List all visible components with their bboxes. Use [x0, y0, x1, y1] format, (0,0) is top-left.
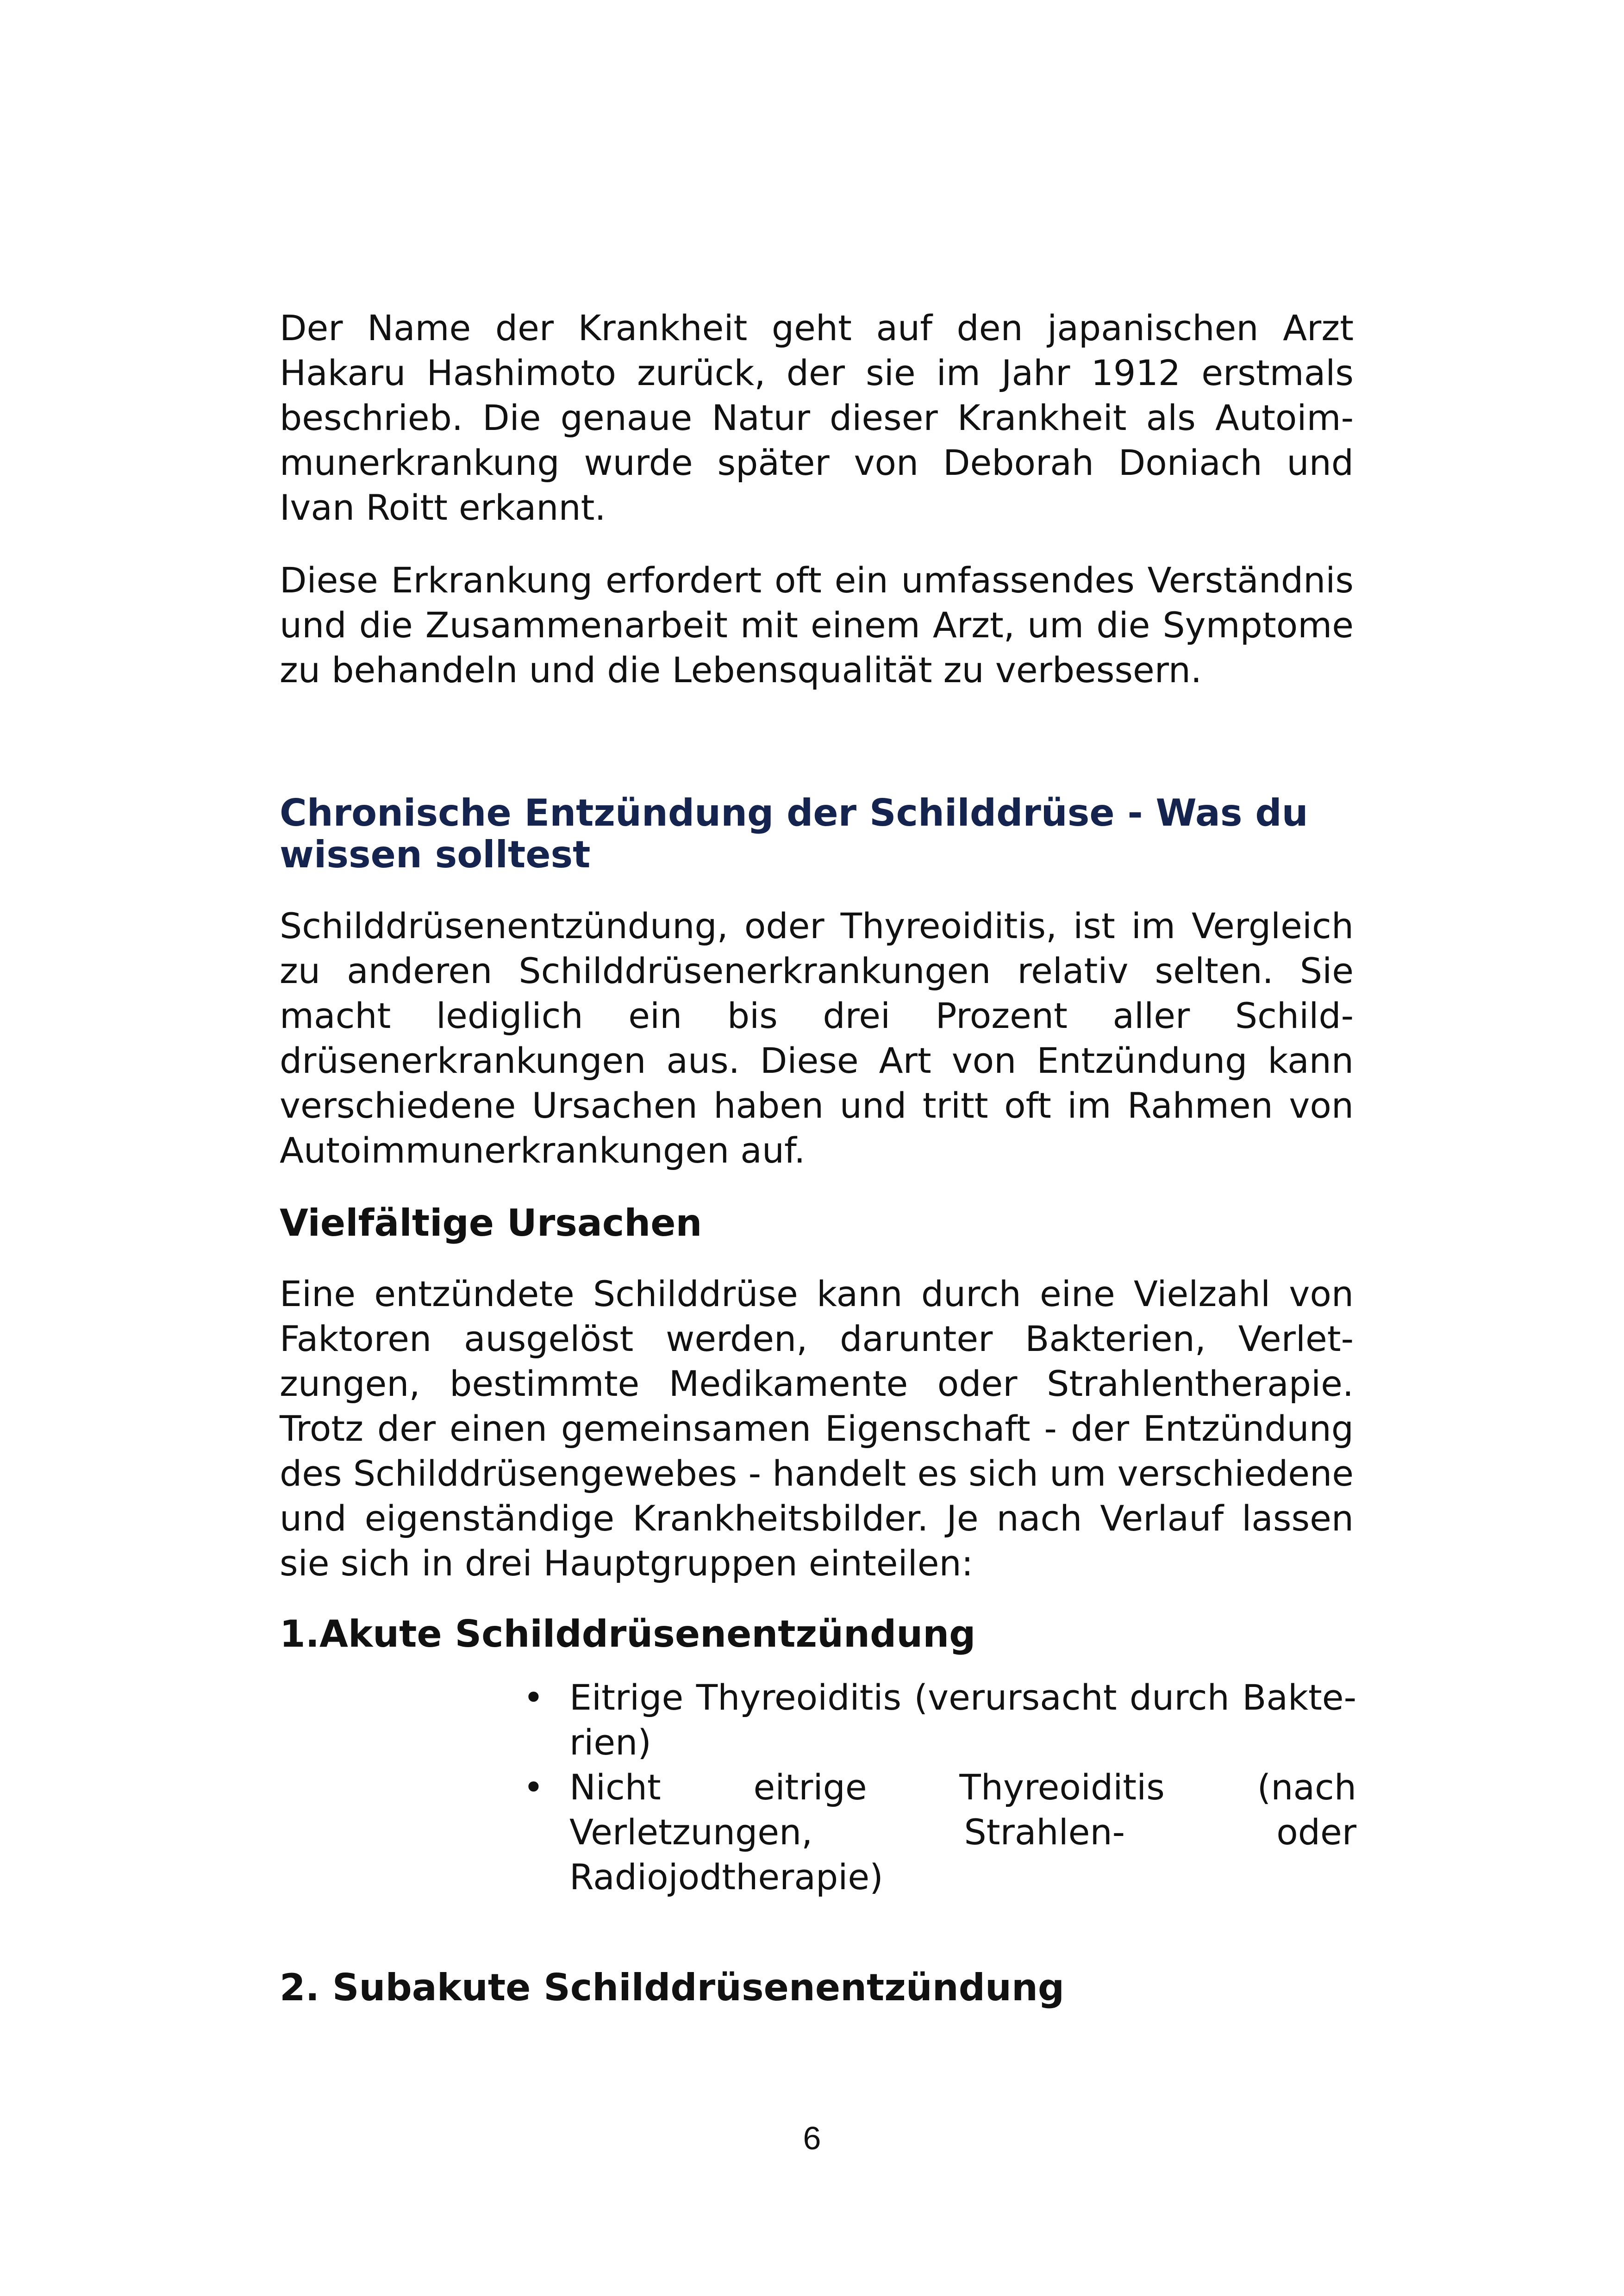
bullet-icon: •: [523, 1767, 544, 1808]
list-item: [523, 1675, 1356, 1765]
subheading-acute: 1.Akute Schilddrüsenentzündung: [280, 1612, 976, 1655]
subheading-causes: Vielfältige Ursachen: [280, 1201, 702, 1244]
paragraph-causes: Eine entzündete Schilddrüse kann durch eine Vielzahl von Faktoren ausgelöst werden, darunter Bakterien, Verletzungen, bestimmte Medikamente oder Strahlentherapie. Trotz der einen gemeinsamen Eigenschaft - der Entzündung des Schilddrüsengewebes - handelt es sich um verschiedene und eigenständige Krankheitsbilder. Je nach Verlauf lassen sie sich in drei Hauptgruppen einteilen:: [280, 1273, 1354, 1584]
list-item-text: Eitrige Thyreoiditis (verursacht durch Bakterien): [569, 1677, 1356, 1763]
acute-types-list: [523, 1675, 1356, 1899]
list-item-text: Nicht eitrige Thyreoiditis (nach Verletzungen, Strahlen- oder Radiojodtherapie): [569, 1767, 1356, 1898]
page-content: [280, 305, 1354, 2036]
list-item: [523, 1765, 1356, 1899]
paragraph-name-origin: Der Name der Krankheit geht auf den japanischen Arzt Hakaru Hashimoto zurück, der sie im Jahr 1912 erstmals beschrieb. Die genaue Natur dieser Krankheit als Autoimmunerkrankung wurde später von Deborah Doniach und Ivan Roitt erkannt.: [280, 307, 1354, 528]
bullet-icon: •: [523, 1677, 544, 1718]
section-heading-chronic-inflammation: Chronische Entzündung der Schilddrüse - Was du wissen solltest: [280, 791, 1308, 876]
paragraph-thyreoiditis: Schilddrüsenentzündung, oder Thyreoiditis, ist im Vergleich zu anderen Schilddrüsenerkrankungen relativ selten. Sie macht lediglich ein bis drei Prozent aller Schilddrüsenerkrankungen aus. Diese Art von Entzündung kann verschiedene Ursachen haben und tritt oft im Rahmen von Autoimmunerkrankungen auf.: [280, 905, 1354, 1171]
paragraph-understanding: Diese Erkrankung erfordert oft ein umfassendes Verständnis und die Zusammenarbeit mit einem Arzt, um die Symptome zu behandeln und die Lebensqualität zu verbessern.: [280, 560, 1354, 691]
subheading-subacute: 2. Subakute Schilddrüsenentzündung: [280, 1966, 1065, 2009]
page-number: 6: [803, 2120, 821, 2156]
